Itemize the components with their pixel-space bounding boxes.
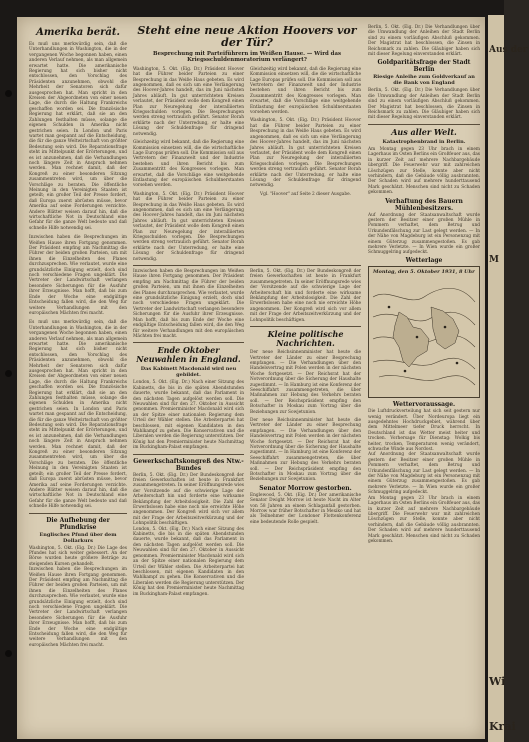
edge-text: Wi bbox=[489, 675, 506, 688]
divider bbox=[133, 454, 244, 455]
map-heading: Wetterlage bbox=[405, 256, 443, 264]
binding-hole bbox=[5, 90, 12, 97]
lower-left bbox=[133, 269, 244, 597]
lower-columns bbox=[133, 269, 361, 597]
divider bbox=[29, 513, 127, 514]
article-body: Auf Anordnung der Staatsanwaltschaft wurde gestern der Besitzer einer großen Mühle in Pommern verhaftet, dem Betrug und Urkundenfälschung zur Last gelegt werden. — In der Nähe von Magdeburg ist ein Personenzug mit einem Güterzug zusammengestoßen. Es gab mehrere Verletzte. — In Wien wurde ein großer Schmuggelring aufgedeckt. bbox=[368, 212, 480, 256]
article-body bbox=[133, 67, 244, 262]
headline-wahlen: Ende Oktober Neuwahlen in England. bbox=[136, 345, 241, 365]
article-body: Am Montag gegen 23 Uhr brach in einem Lagerhaus im Osten Berlins ein Großfeuer aus, das in kurzer Zeit auf mehrere Nachbargebäude übergriff. Die Feuerwehr war mit zahlreichen Löschzügen zur Stelle, konnte aber nicht verhindern, daß die Gebäude völlig ausbrannten. Der Schaden wird auf mehrere hunderttausend Mark geschätzt. Menschen sind nicht zu Schaden gekommen. bbox=[368, 495, 480, 544]
deck-wahlen: Das Kabinett Macdonald wird neu gebildet. bbox=[140, 366, 237, 379]
deck-goldparitaet: Riesige Anleihe zum Goldverkauf an die Bank von England bbox=[373, 74, 475, 87]
article-body-text: London, 5. Okt. (Eig. Dr.) Nach einer Sitzung des Kabinetts, die bis in die späten Abendstunden dauerte, wurde bekannt, daß das Parlament in den nächsten Tagen aufgelöst werden soll. Die Neuwahlen sind für den 27. Oktober in Aussicht genommen. Premierminister Macdonald wird sich an der Spitze einer nationalen Regierung dem Urteil der Wähler stellen. Die Arbeiterpartei hat beschlossen, mit eigenen Kandidaten in den Wahlkampf zu gehen. Die Konservativen und die Liberalen werden die Regierung unterstützen. Der König hat den Premierminister heute Nachmittag im Buckingham-Palast empfangen. bbox=[133, 526, 244, 597]
article-body-text: Der neue Reichsinnenminister hat heute die Vertreter der Länder zu einer Besprechung empfangen. — Die Verhandlungen über den Handelsvertrag mit Polen werden in der nächsten Woche fortgesetzt. — Der Reichsrat hat der Notverordnung über die Sicherung der Haushalte zugestimmt. — In Hamburg ist eine Konferenz der Seeschiffahrt zusammengetreten, die über Maßnahmen zur Hebung des Verkehrs beraten soll. — Der Reichspräsident empfing den Botschafter in Moskau zum Vortrag über die Beziehungen zur Sowjetunion. bbox=[250, 350, 361, 415]
deck-welt: Katastrophenbrand in Berlin. bbox=[382, 138, 466, 145]
article-body-text: Gleichzeitig wird bekannt, daß die Regierung eine Kommission einsetzen will, die die wirtschaftliche Lage Europas prüfen soll. Die Kommission soll aus Vertretern der Finanzwelt und der Industrie bestehen und ihren Bericht bis zum Zusammentritt des Kongresses vorlegen. Man erwartet, daß die Vorschläge eine weitgehende Entlastung der europäischen Schuldnerstaaten vorsehen werden. bbox=[250, 66, 361, 116]
headline-verhaftung: Verhaftung des Bauern Mühlenbesitzers. bbox=[385, 197, 463, 212]
article-body: Washington, 5. Okt. (Eig. Dr.) Die Lage des Pfundes hat sich weiter gebessert. An der Börse wurden heute größere Beträge zu steigenden Kursen gehandelt. bbox=[29, 545, 127, 567]
article-body: Es muß uns merkwürdig sein, daß die Unterhandlungen in Washington, die in der vergangenen Woche begonnen haben, einen anderen Verlauf nehmen, als man allgemein erwartet hatte. Die amerikanische Regierung hat sich bisher nicht entschlossen, den Vorschlag des Präsidenten anzunehmen, obwohl die Mehrheit der Senatoren sich dafür ausgesprochen hat. Man spricht in den Kreisen der Abgeordneten von einer neuen Lage, die durch die Haltung Frankreichs geschaffen worden sei. Die französische Regierung hat erklärt, daß sie an den Zahlungen festhalten müsse, solange die eigenen Schulden in Amerika nicht gestrichen seien. In London und Paris wartet man gespannt auf die Entscheidung, die für die ganze Weltwirtschaft von größter Bedeutung sein wird. Die Reparationsfrage steht im Mittelpunkt der Erörterungen, und es ist anzunehmen, daß die Verhandlungen noch längere Zeit in Anspruch nehmen werden. Man rechnet damit, daß der Kongreß zu einer besonderen Sitzung zusammentreten wird, um über die Vorschläge zu beraten. Die öffentliche Meinung in den Vereinigten Staaten ist geteilt; ein großer Teil der Presse fordert, daß Europa zuerst abrüsten müsse, bevor Amerika auf seine Forderungen verzichte. Andere Blätter weisen darauf hin, daß die wirtschaftliche Not in Deutschland eine Gefahr für die ganze Welt bedeute und daß schnelle Hilfe notwendig sei. bbox=[29, 42, 127, 231]
headline-pfundkrise: Die Aufhebung der Pfundkrise bbox=[46, 516, 110, 531]
headline-goldparitaet: Goldparitätsfrage der Stadt Berlin bbox=[377, 59, 471, 74]
headline-amerika: Amerika berät. bbox=[36, 27, 120, 38]
column-left bbox=[29, 25, 127, 725]
station-marker bbox=[444, 326, 447, 329]
station-marker bbox=[388, 306, 391, 309]
weather-map-graphic bbox=[369, 267, 479, 395]
article-body bbox=[250, 67, 361, 262]
station-marker bbox=[456, 362, 459, 365]
article-body-text: London, 5. Okt. (Eig. Dr.) Nach einer Sitzung des Kabinetts, die bis in die späten Abendstunden dauerte, wurde bekannt, daß das Parlament in den nächsten Tagen aufgelöst werden soll. Die Neuwahlen sind für den 27. Oktober in Aussicht genommen. Premierminister Macdonald wird sich an der Spitze einer nationalen Regierung dem Urteil der Wähler stellen. Die Arbeiterpartei hat beschlossen, mit eigenen Kandidaten in den Wahlkampf zu gehen. Die Konservativen und die Liberalen werden die Regierung unterstützen. Der König hat den Premierminister heute Nachmittag im Buckingham-Palast empfangen. bbox=[133, 380, 244, 451]
landmass bbox=[393, 312, 429, 367]
isobar bbox=[379, 376, 475, 386]
article-body: Auf Anordnung der Staatsanwaltschaft wurde gestern der Besitzer einer großen Mühle in Pommern verhaftet, dem Betrug und Urkundenfälschung zur Last gelegt werden. — In der Nähe von Magdeburg ist ein Personenzug mit einem Güterzug zusammengestoßen. Es gab mehrere Verletzte. — In Wien wurde ein großer Schmuggelring aufgedeckt. bbox=[368, 452, 480, 496]
divider bbox=[368, 124, 480, 125]
article-body-text: Englewood, 5. Okt. (Eig. Dr.) Der amerikanische Senator Dwight Morrow ist heute Nacht im Alter von 58 Jahren an einem Schlaganfall gestorben. Morrow war früher Botschafter in Mexiko und hat als Teilnehmer der Londoner Flottenkonferenz eine bedeutende Rolle gespielt. bbox=[250, 492, 361, 525]
adjacent-page-edge bbox=[488, 15, 528, 742]
article-body-text: Berlin, 5. Okt. (Eig. Dr.) Der Bundeskongreß der freien Gewerkschaften ist heute in Frankfurt zusammengetreten. In seiner Eröffnungsrede wies der Vorsitzende auf die schwierige Lage der Arbeiterschaft hin und forderte eine wirksame Bekämpfung der Arbeitslosigkeit. Die Zahl der Erwerbslosen habe eine noch nie erreichte Höhe angenommen. Der Kongreß wird sich vor allem mit der Frage der Arbeitszeitverkürzung und der Lohnpolitik beschäftigen. bbox=[133, 472, 244, 527]
map-date-label: Montag, den 5. Oktober 1931, 8 Uhr bbox=[373, 269, 475, 276]
edge-text: Krai bbox=[489, 720, 516, 733]
article-body: Berlin, 5. Okt. (Eig. Dr.) Die Verhandlungen über die Umwandlung der Anleihen der Stadt Berlin sind zu einem vorläufigen Abschluß gekommen. Der Magistrat hat beschlossen, die Zinsen in Reichsmark zu zahlen. Die Gläubiger haben sich mit dieser Regelung einverstanden erklärt. bbox=[368, 88, 480, 121]
binding-holes bbox=[0, 0, 17, 742]
headline-welt: Aus aller Welt. bbox=[391, 126, 457, 137]
article-body-text: Berlin, 5. Okt. (Eig. Dr.) Der Bundeskongreß der freien Gewerkschaften ist heute in Frankfurt zusammengetreten. In seiner Eröffnungsrede wies der Vorsitzende auf die schwierige Lage der Arbeiterschaft hin und forderte eine wirksame Bekämpfung der Arbeitslosigkeit. Die Zahl der Erwerbslosen habe eine noch nie erreichte Höhe angenommen. Der Kongreß wird sich vor allem mit der Frage der Arbeitszeitverkürzung und der Lohnpolitik beschäftigen. bbox=[250, 269, 361, 323]
article-body-text: Gleichzeitig wird bekannt, daß die Regierung eine Kommission einsetzen will, die die wirtschaftliche Lage Europas prüfen soll. Die Kommission soll aus Vertretern der Finanzwelt und der Industrie bestehen und ihren Bericht bis zum Zusammentritt des Kongresses vorlegen. Man erwartet, daß die Vorschläge eine weitgehende Entlastung der europäischen Schuldnerstaaten vorsehen werden. bbox=[133, 140, 244, 189]
headline-nachrichten: Kleine politische Nachrichten. bbox=[267, 329, 344, 349]
weather-map bbox=[368, 266, 480, 398]
headline-hoover: Steht eine neue Aktion Hoovers vor der Tür? bbox=[137, 24, 357, 49]
article-body-text: Washington, 5. Okt. (Eig. Dr.) Präsident Hoover hat die Führer beider Parteien zu einer Besprechung in das Weiße Haus gebeten. Es wird angenommen, daß es sich um eine Verlängerung des Hoover-Jahres handelt, das im Juni nächsten Jahres abläuft. In gut unterrichteten Kreisen verlautet, der Präsident wolle dem Kongreß einen Plan zur Neuregelung der interalliierten Kriegsschulden vorlegen. Die Besprechungen werden streng vertraulich geführt. Senator Borah erklärte nach der Unterredung, er halte eine Lösung der Schuldenfrage für dringend notwendig. bbox=[133, 66, 244, 137]
headline-morrow: Senator Morrow gestorben. bbox=[259, 484, 352, 492]
hoover-columns bbox=[133, 67, 361, 262]
edge-text: Aus der bbox=[489, 45, 528, 55]
article-note: Vgl. "Hoover" auf Seite 2 dieser Ausgabe. bbox=[260, 191, 351, 197]
article-body-text: Washington, 5. Okt. (Eig. Dr.) Präsident Hoover hat die Führer beider Parteien zu einer Besprechung in das Weiße Haus gebeten. Es wird angenommen, daß es sich um eine Verlängerung des Hoover-Jahres handelt, das im Juni nächsten Jahres abläuft. In gut unterrichteten Kreisen verlautet, der Präsident wolle dem Kongreß einen Plan zur Neuregelung der interalliierten Kriegsschulden vorlegen. Die Besprechungen werden streng vertraulich geführt. Senator Borah erklärte nach der Unterredung, er halte eine Lösung der Schuldenfrage für dringend notwendig. bbox=[250, 118, 361, 189]
article-body: Am Montag gegen 23 Uhr brach in einem Lagerhaus im Osten Berlins ein Großfeuer aus, das in kurzer Zeit auf mehrere Nachbargebäude übergriff. Die Feuerwehr war mit zahlreichen Löschzügen zur Stelle, konnte aber nicht verhindern, daß die Gebäude völlig ausbrannten. Der Schaden wird auf mehrere hunderttausend Mark geschätzt. Menschen sind nicht zu Schaden gekommen. bbox=[368, 146, 480, 196]
article-body-text: Washington, 5. Okt. (Eig. Dr.) Präsident Hoover hat die Führer beider Parteien zu einer Besprechung in das Weiße Haus gebeten. Es wird angenommen, daß es sich um eine Verlängerung des Hoover-Jahres handelt, das im Juni nächsten Jahres abläuft. In gut unterrichteten Kreisen verlautet, der Präsident wolle dem Kongreß einen Plan zur Neuregelung der interalliierten Kriegsschulden vorlegen. Die Besprechungen werden streng vertraulich geführt. Senator Borah erklärte nach der Unterredung, er halte eine Lösung der Schuldenfrage für dringend notwendig. bbox=[133, 191, 244, 262]
divider bbox=[133, 342, 244, 343]
binding-hole bbox=[5, 650, 12, 657]
article-body-text: Der neue Reichsinnenminister hat heute die Vertreter der Länder zu einer Besprechung empfangen. — Die Verhandlungen über den Handelsvertrag mit Polen werden in der nächsten Woche fortgesetzt. — Der Reichsrat hat der Notverordnung über die Sicherung der Haushalte zugestimmt. — In Hamburg ist eine Konferenz der Seeschiffahrt zusammengetreten, die über Maßnahmen zur Hebung des Verkehrs beraten soll. — Der Reichspräsident empfing den Botschafter in Moskau zum Vortrag über die Beziehungen zur Sowjetunion. bbox=[250, 417, 361, 483]
divider bbox=[133, 265, 361, 266]
station-marker bbox=[416, 336, 419, 339]
article-body: Inzwischen haben die Besprechungen im Weißen Hause ihren Fortgang genommen. Der Präsident empfing am Nachmittag die Führer der beiden großen Parteien, um mit ihnen die Einzelheiten des Planes durchzusprechen. Wie verlautet, wurde eine grundsätzliche Einigung erzielt, doch sind noch verschiedene Fragen ungeklärt. Die Vertreter der Landwirtschaft verlangen besondere Sicherungen für die Ausfuhr ihrer Erzeugnisse. Man hofft, daß bis zum Ende der Woche eine endgültige Entscheidung fallen wird, die den Weg für weitere Verhandlungen mit den europäischen Mächten frei macht. bbox=[29, 567, 127, 648]
divider bbox=[250, 326, 361, 327]
column-middle bbox=[133, 25, 361, 725]
article-body: Es muß uns merkwürdig sein, daß die Unterhandlungen in Washington, die in der vergangenen Woche begonnen haben, einen anderen Verlauf nehmen, als man allgemein erwartet hatte. Die amerikanische Regierung hat sich bisher nicht entschlossen, den Vorschlag des Präsidenten anzunehmen, obwohl die Mehrheit der Senatoren sich dafür ausgesprochen hat. Man spricht in den Kreisen der Abgeordneten von einer neuen Lage, die durch die Haltung Frankreichs geschaffen worden sei. Die französische Regierung hat erklärt, daß sie an den Zahlungen festhalten müsse, solange die eigenen Schulden in Amerika nicht gestrichen seien. In London und Paris wartet man gespannt auf die Entscheidung, die für die ganze Weltwirtschaft von größter Bedeutung sein wird. Die Reparationsfrage steht im Mittelpunkt der Erörterungen, und es ist anzunehmen, daß die Verhandlungen noch längere Zeit in Anspruch nehmen werden. Man rechnet damit, daß der Kongreß zu einer besonderen Sitzung zusammentreten wird, um über die Vorschläge zu beraten. Die öffentliche Meinung in den Vereinigten Staaten ist geteilt; ein großer Teil der Presse fordert, daß Europa zuerst abrüsten müsse, bevor Amerika auf seine Forderungen verzichte. Andere Blätter weisen darauf hin, daß die wirtschaftliche Not in Deutschland eine Gefahr für die ganze Welt bedeute und daß schnelle Hilfe notwendig sei. bbox=[29, 320, 127, 510]
binding-hole bbox=[5, 370, 12, 377]
isobar bbox=[373, 358, 475, 369]
station-marker bbox=[404, 370, 407, 373]
article-body: Inzwischen haben die Besprechungen im Weißen Hause ihren Fortgang genommen. Der Präsident empfing am Nachmittag die Führer der beiden großen Parteien, um mit ihnen die Einzelheiten des Planes durchzusprechen. Wie verlautet, wurde eine grundsätzliche Einigung erzielt, doch sind noch verschiedene Fragen ungeklärt. Die Vertreter der Landwirtschaft verlangen besondere Sicherungen für die Ausfuhr ihrer Erzeugnisse. Man hofft, daß bis zum Ende der Woche eine endgültige Entscheidung fallen wird, die den Weg für weitere Verhandlungen mit den europäischen Mächten frei macht. bbox=[29, 235, 127, 316]
isobar bbox=[373, 312, 475, 325]
article-body-text: Inzwischen haben die Besprechungen im Weißen Hause ihren Fortgang genommen. Der Präsident empfing am Nachmittag die Führer der beiden großen Parteien, um mit ihnen die Einzelheiten des Planes durchzusprechen. Wie verlautet, wurde eine grundsätzliche Einigung erzielt, doch sind noch verschiedene Fragen ungeklärt. Die Vertreter der Landwirtschaft verlangen besondere Sicherungen für die Ausfuhr ihrer Erzeugnisse. Man hofft, daß bis zum Ende der Woche eine endgültige Entscheidung fallen wird, die den Weg für weitere Verhandlungen mit den europäischen Mächten frei macht. bbox=[133, 269, 244, 339]
deck-hoover: Besprechung mit Parteiführern im Weißen Hause. — Wird das Kriegsschuldenmoratorium verlängert? bbox=[153, 51, 341, 64]
edge-text: M bbox=[489, 255, 499, 265]
article-body: Die Luftdruckverteilung hat sich seit gestern nur wenig verändert. Über Nordeuropa liegt ein ausgedehntes Hochdruckgebiet, während über dem Mittelmeer tiefer Druck herrscht. In Deutschland ist das Wetter meist heiter und trocken. Vorhersage für Dienstag: Wolkig bis heiter, trocken, Temperaturen wenig verändert, schwache Winde aus Nordost. bbox=[368, 409, 480, 453]
headline-wetter: Wettervoraussage. bbox=[392, 401, 456, 409]
headline-gewerkschaft: Gewerkschaftskongreß des Ntw.-Bundes bbox=[133, 457, 244, 472]
deck-pfundkrise: Englisches Pfund über dem Dollarkurs bbox=[39, 531, 117, 544]
column-right bbox=[368, 25, 480, 725]
lower-right bbox=[250, 269, 361, 597]
isobar bbox=[373, 288, 475, 302]
article-body: Berlin, 5. Okt. (Eig. Dr.) Die Verhandlungen über die Umwandlung der Anleihen der Stadt Berlin sind zu einem vorläufigen Abschluß gekommen. Der Magistrat hat beschlossen, die Zinsen in Reichsmark zu zahlen. Die Gläubiger haben sich mit dieser Regelung einverstanden erklärt. bbox=[368, 25, 480, 58]
